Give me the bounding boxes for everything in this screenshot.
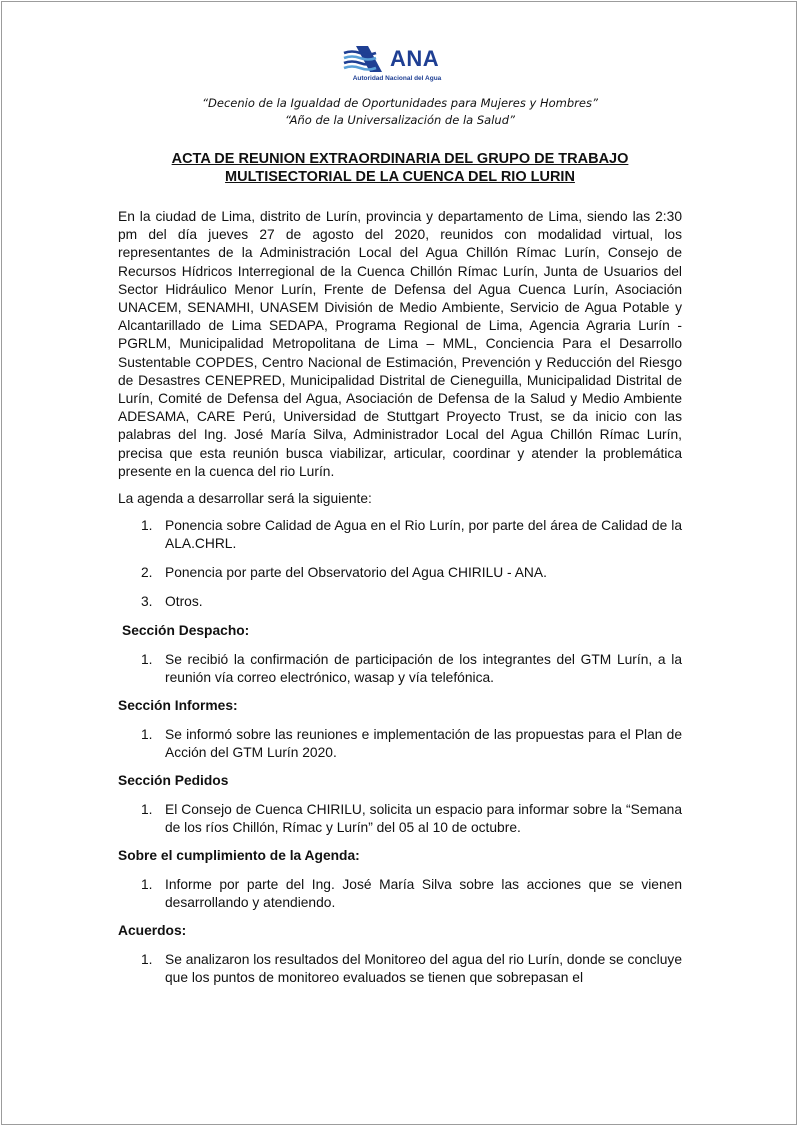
list-number: 3. xyxy=(141,594,153,609)
title-line-1: ACTA DE REUNION EXTRAORDINARIA DEL GRUPO DE TRABAJO xyxy=(171,151,629,167)
list-number: 1. xyxy=(141,652,153,667)
list-text: Otros. xyxy=(165,594,203,609)
logo-wordmark: ANA xyxy=(390,46,440,71)
section-heading-despacho: Sección Despacho: xyxy=(122,623,250,638)
document-title xyxy=(62,150,738,186)
list-number: 1. xyxy=(141,952,153,967)
list-text: Se informó sobre las reuniones e implementación de las propuestas para el Plan de Acción del GTM Lurín 2020. xyxy=(165,727,682,761)
list-text: Se recibió la confirmación de participación de los integrantes del GTM Lurín, a la reunión vía correo electrónico, wasap y vía telefónica. xyxy=(165,652,682,686)
list-text: Informe por parte del Ing. José María Silva sobre las acciones que se vienen desarrollando y atendiendo. xyxy=(165,877,682,911)
commemorative-lines xyxy=(2,95,797,129)
section-heading-pedidos: Sección Pedidos xyxy=(118,773,229,788)
list-text: Ponencia por parte del Observatorio del Agua CHIRILU - ANA. xyxy=(165,565,547,580)
document-page xyxy=(1,1,797,1125)
intro-paragraph: En la ciudad de Lima, distrito de Lurín, provincia y departamento de Lima, siendo las 2:30 pm del día jueves 27 de agosto del 2020, reunidos con modalidad virtual, los representantes de la Administración Local del Agua Chillón Rímac Lurín, Consejo de Recursos Hídricos Interregional de la Cuenca Chillón Rímac Lurín, Junta de Usuarios del Sector Hidráulico Menor Lurín, Frente de Defensa del Agua Cuenca Lurín, Asociación UNACEM, SENAMHI, UNASEM División de Medio Ambiente, Servicio de Agua Potable y Alcantarillado de Lima SEDAPA, Programa Regional de Lima, Agencia Agraria Lurín - PGRLM, Municipalidad Metropolitana de Lima – MML, Conciencia Para el Desarrollo Sustentable COPDES, Centro Nacional de Estimación, Prevención y Reducción del Riesgo de Desastres CENEPRED, Municipalidad Distrital de Cieneguilla, Municipalidad Distrital de Lurín, Comité de Defensa del Agua, Asociación de Defensa de la Salud y Medio Ambiente ADESAMA, CARE Perú, Universidad de Stuttgart Proyecto Trust, se da inicio con las palabras del Ing. José María Silva, Administrador Local del Agua Chillón Rímac Lurín, precisa que esta reunión busca viabilizar, articular, coordinar y atender la problemática presente en la cuenca del rio Lurín. xyxy=(118,209,682,479)
list-number: 1. xyxy=(141,518,153,533)
list-text: Se analizaron los resultados del Monitoreo del agua del rio Lurín, donde se concluye que los puntos de monitoreo evaluados se tienen que sobrepasan el xyxy=(165,952,682,986)
section-heading-acuerdos: Acuerdos: xyxy=(118,923,187,938)
section-heading-cumplimiento: Sobre el cumplimiento de la Agenda: xyxy=(118,848,360,863)
list-number: 1. xyxy=(141,877,153,892)
decade-line: “Decenio de la Igualdad de Oportunidades para Mujeres y Hombres” xyxy=(202,96,598,110)
logo-subtitle: Autoridad Nacional del Agua xyxy=(352,75,442,82)
section-heading-informes: Sección Informes: xyxy=(118,698,238,713)
water-waves-icon xyxy=(342,44,390,76)
year-line: “Año de la Universalización de la Salud” xyxy=(285,113,515,127)
list-text: El Consejo de Cuenca CHIRILU, solicita un espacio para informar sobre la “Semana de los ríos Chillón, Rímac y Lurín” del 05 al 10 de octubre. xyxy=(165,802,682,836)
list-number: 1. xyxy=(141,727,153,742)
list-number: 2. xyxy=(141,565,153,580)
title-line-2: MULTISECTORIAL DE LA CUENCA DEL RIO LURIN xyxy=(225,169,575,185)
ana-logo xyxy=(342,44,452,90)
agenda-intro: La agenda a desarrollar será la siguiente: xyxy=(118,491,372,506)
list-number: 1. xyxy=(141,802,153,817)
list-text: Ponencia sobre Calidad de Agua en el Rio Lurín, por parte del área de Calidad de la ALA.CHRL. xyxy=(165,518,682,552)
